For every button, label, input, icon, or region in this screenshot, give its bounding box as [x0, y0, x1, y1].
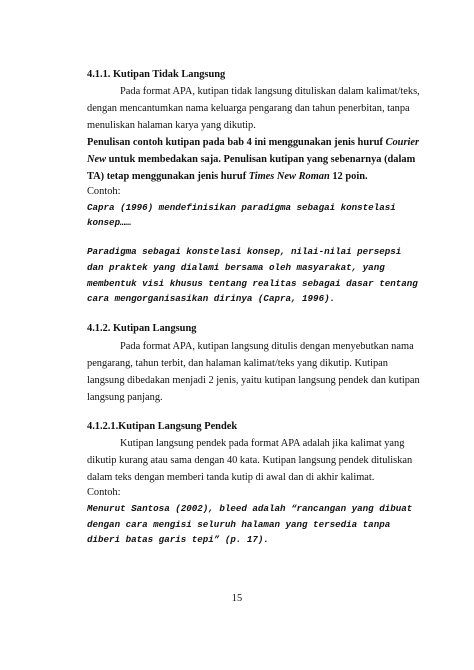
paragraph-line: Pada format APA, kutipan langsung ditulis dengan menyebutkan nama	[120, 341, 414, 352]
paragraph-line: langsung panjang.	[87, 392, 163, 403]
paragraph-line: menuliskan halaman karya yang dikutip.	[87, 120, 256, 131]
note-line	[87, 153, 415, 166]
note-line	[87, 170, 368, 183]
example-line: konsep……	[87, 217, 132, 228]
example-line: membentuk visi khusus tentang realitas sebagai dasar tentang	[87, 278, 418, 289]
note-line	[87, 136, 419, 149]
page-number: 15	[231, 593, 243, 604]
paragraph-line: langsung dibedakan menjadi 2 jenis, yaitu kutipan langsung pendek dan kutipan	[87, 375, 420, 386]
example-label: Contoh:	[87, 186, 121, 197]
note-text: Penulisan contoh kutipan pada bab 4 ini menggunakan jenis huruf	[87, 137, 386, 148]
paragraph-line: dalam teks dengan memberi tanda kutip di awal dan di akhir kalimat.	[87, 472, 375, 483]
section-heading-4-1-1: 4.1.1. Kutipan Tidak Langsung	[87, 69, 226, 80]
font-name: Courier	[385, 137, 420, 148]
paragraph-line: Pada format APA, kutipan tidak langsung dituliskan dalam kalimat/teks,	[120, 86, 420, 97]
note-text: untuk membedakan saja. Penulisan kutipan yang sebenarnya (dalam	[106, 154, 416, 165]
example-line: dengan cara mengisi seluruh halaman yang tersedia tanpa	[87, 519, 391, 530]
paragraph-line: pengarang, tahun terbit, dan halaman kalimat/teks yang dikutip. Kutipan	[87, 358, 388, 369]
example-line: diberi batas garis tepi” (p. 17).	[87, 534, 269, 545]
example-label: Contoh:	[87, 487, 121, 498]
note-text: 12 poin.	[329, 171, 368, 182]
section-heading-4-1-2-1: 4.1.2.1.Kutipan Langsung Pendek	[87, 421, 238, 432]
note-text: TA) tetap menggunakan jenis huruf	[87, 171, 249, 182]
font-name: Times New Roman	[248, 171, 330, 182]
example-line: Capra (1996) mendefinisikan paradigma sebagai konstelasi	[87, 202, 396, 213]
paragraph-line: dengan mencantumkan nama keluarga pengarang dan tahun penerbitan, tanpa	[87, 103, 410, 114]
paragraph-line: Kutipan langsung pendek pada format APA adalah jika kalimat yang	[120, 438, 405, 449]
font-name: New	[87, 154, 107, 165]
paragraph-line: dikutip kurang atau sama dengan 40 kata. Kutipan langsung pendek dituliskan	[87, 455, 413, 466]
example-line: dan praktek yang dialami bersama oleh masyarakat, yang	[87, 262, 385, 273]
example-line: cara mengorganisasikan dirinya (Capra, 1996).	[87, 293, 336, 304]
section-heading-4-1-2: 4.1.2. Kutipan Langsung	[87, 323, 197, 334]
example-line: Paradigma sebagai konstelasi konsep, nilai-nilai persepsi	[87, 246, 402, 257]
example-line: Menurut Santosa (2002), bleed adalah “rancangan yang dibuat	[87, 503, 413, 514]
